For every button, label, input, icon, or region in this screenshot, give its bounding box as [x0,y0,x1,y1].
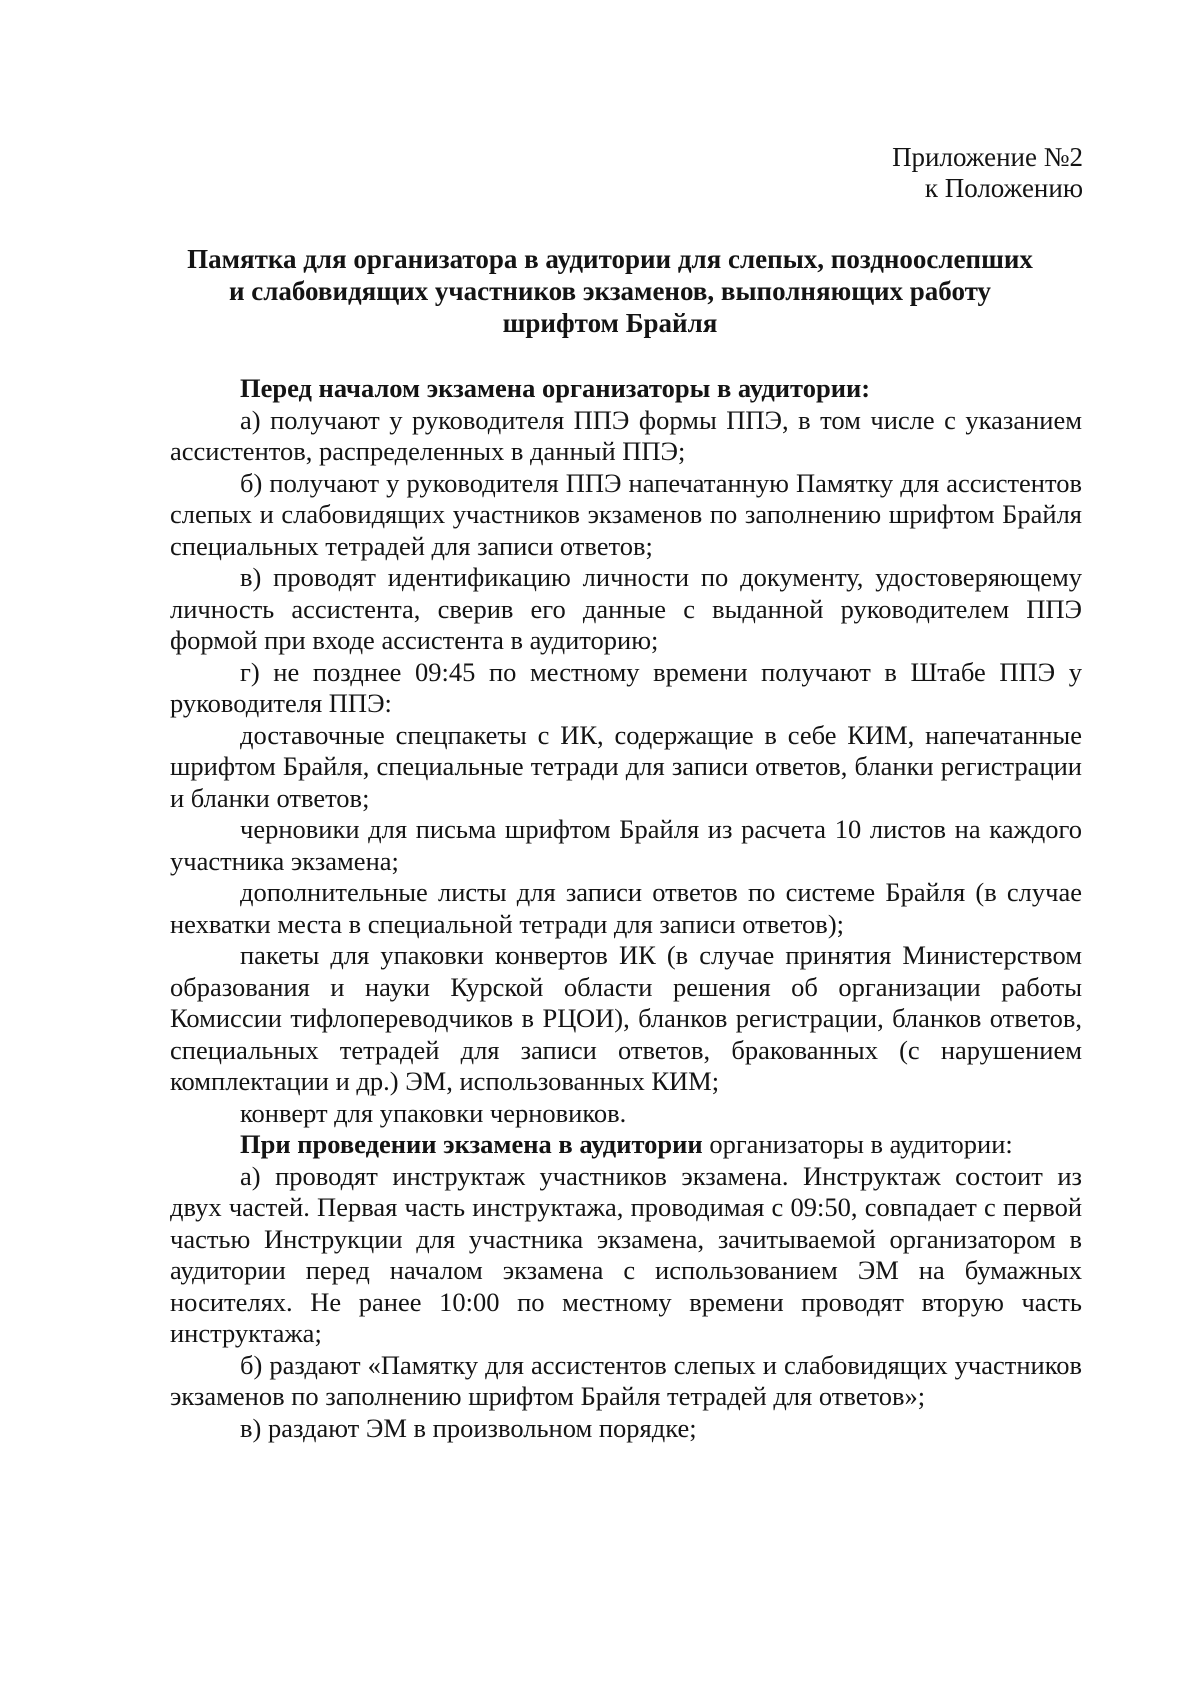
paragraph-during-b: б) раздают «Памятку для ассистентов слепых и слабовидящих участников экзаменов по заполнению шрифтом Брайля тетрадей для ответов»; [170,1349,1082,1411]
during-exam-bold: При проведении экзамена в аудитории [240,1129,703,1159]
paragraph-before-a: а) получают у руководителя ППЭ формы ППЭ, в том числе с указанием ассистентов, распределенных в данный ППЭ; [170,404,1082,466]
appendix-header [892,142,1083,204]
document-title [130,243,1090,339]
paragraph-during-a: а) проводят инструктаж участников экзамена. Инструктаж состоит из двух частей. Первая часть инструктажа, проводимая с 09:50, совпадает с первой частью Инструкции для участника экзамена, зачитываемой организатором в аудитории перед началом экзамена с использованием ЭМ на бумажных носителях. Не ранее 10:00 по местному времени проводят вторую часть инструктажа; [170,1160,1082,1348]
paragraph-before-b: б) получают у руководителя ППЭ напечатанную Памятку для ассистентов слепых и слабовидящих участников экзаменов по заполнению шрифтом Брайля специальных тетрадей для записи ответов; [170,467,1082,561]
paragraph-materials-1: доставочные спецпакеты с ИК, содержащие в себе КИМ, напечатанные шрифтом Брайля, специальные тетради для записи ответов, бланки регистрации и бланки ответов; [170,719,1082,813]
during-exam-rest: организаторы в аудитории: [702,1129,1013,1159]
appendix-number: Приложение №2 [892,142,1083,172]
paragraph-before-v: в) проводят идентификацию личности по документу, удостоверяющему личность ассистента, сверив его данные с выданной руководителем ППЭ формой при входе ассистента в аудиторию; [170,562,1082,655]
section-heading-during-exam [170,1129,1082,1161]
paragraph-materials-4: пакеты для упаковки конвертов ИК (в случае принятия Министерством образования и науки Курской области решения об организации работы Комиссии тифлопереводчиков в РЦОИ), бланков регистрации, бланков ответов, специальных тетрадей для записи ответов, бракованных (с нарушением комплектации и др.) ЭМ, использованных КИМ; [170,940,1082,1096]
document-body [170,373,1082,1444]
title-line-3: шрифтом Брайля [502,308,718,338]
paragraph-materials-2: черновики для письма шрифтом Брайля из расчета 10 листов на каждого участника экзамена; [170,814,1082,876]
paragraph-during-v: в) раздают ЭМ в произвольном порядке; [240,1412,697,1443]
title-line-2: и слабовидящих участников экзаменов, выполняющих работу [228,276,992,306]
paragraph-materials-3: дополнительные листы для записи ответов по системе Брайля (в случае нехватки места в специальной тетради для записи ответов); [170,877,1082,939]
title-line-1: Памятка для организатора в аудитории для слепых, поздноослепших [187,244,1033,274]
paragraph-before-g: г) не позднее 09:45 по местному времени получают в Штабе ППЭ у руководителя ППЭ: [170,656,1082,718]
section-heading-before-exam: Перед началом экзамена организаторы в аудитории: [240,373,871,403]
appendix-reference: к Положению [924,173,1083,203]
paragraph-materials-5: конверт для упаковки черновиков. [240,1097,627,1128]
